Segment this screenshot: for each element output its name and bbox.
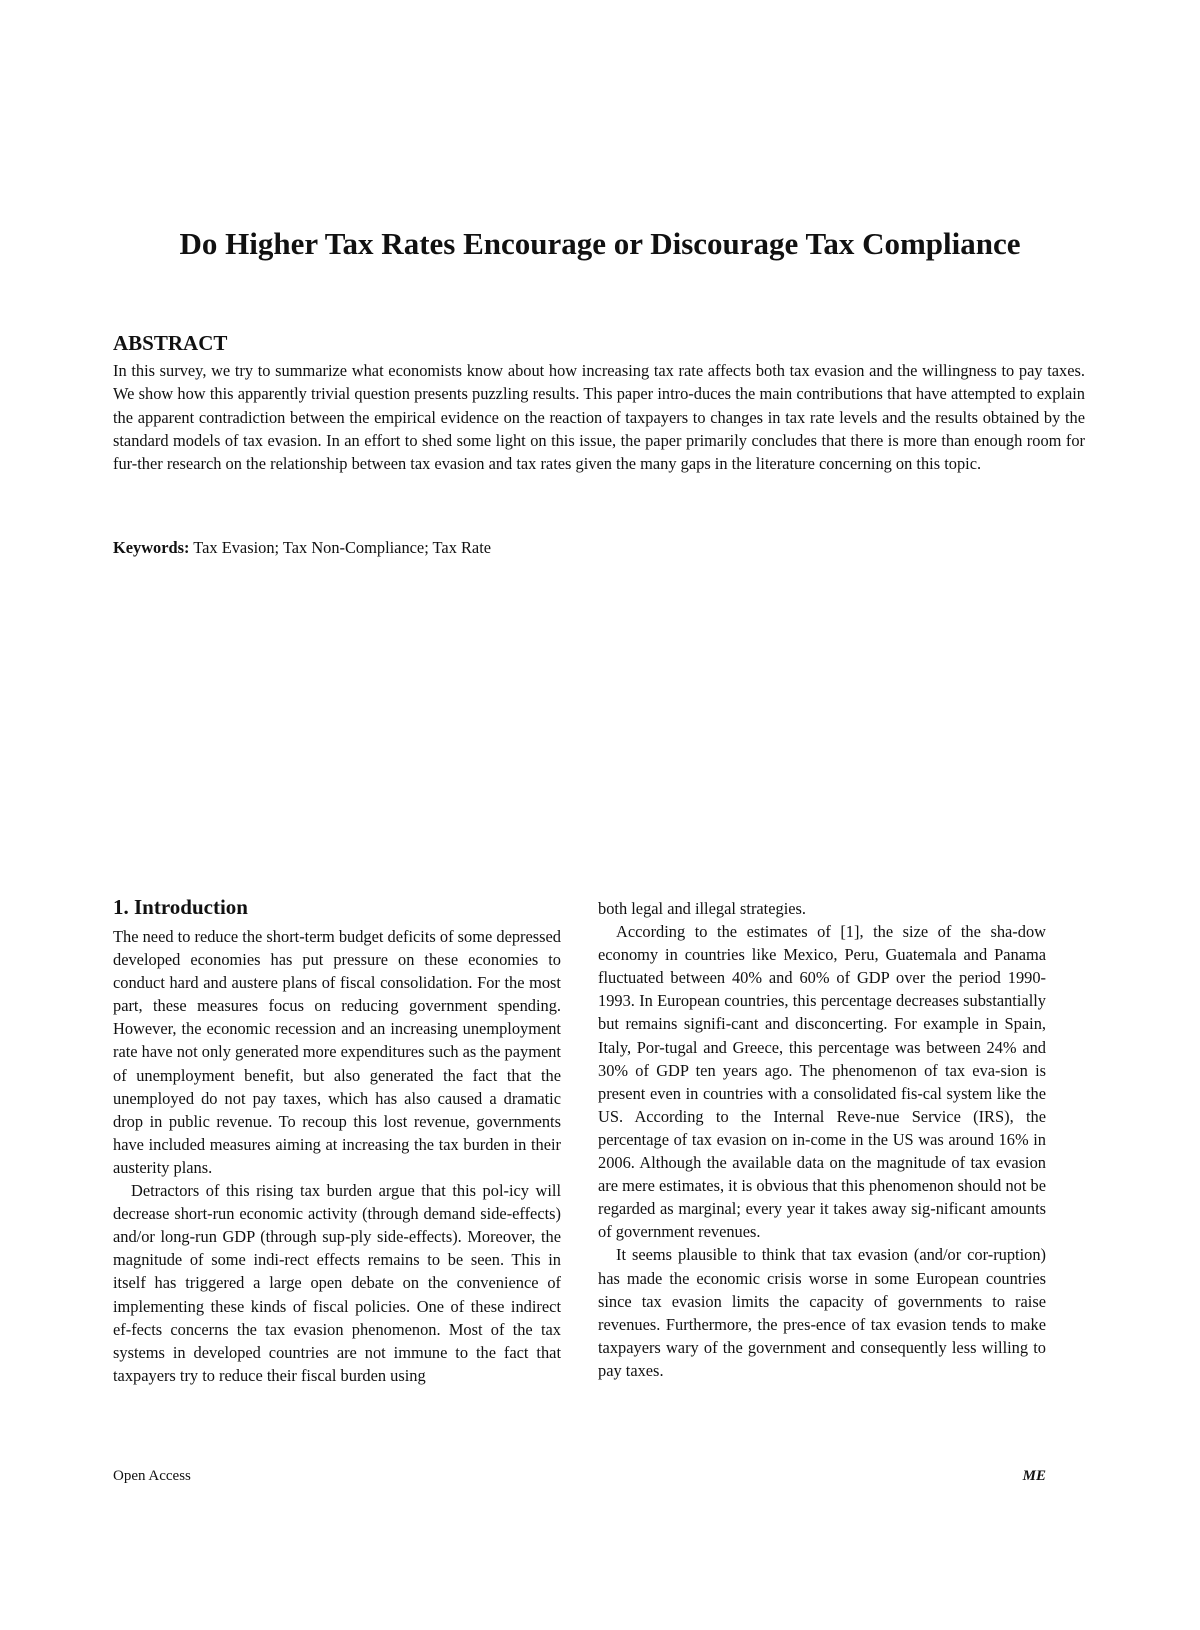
- paragraph: Detractors of this rising tax burden argue that this pol-icy will decrease short-run economic activity (through demand side-effects) and/or long-run GDP (through sup-ply side-effects). Moreover, the magnitude of some indi-rect effects remains to be seen. This in itself has triggered a large open debate on the convenience of implementing these kinds of fiscal policies. One of these indirect ef-fects concerns the tax evasion phenomenon. Most of the tax systems in developed countries are not immune to the fact that taxpayers try to reduce their fiscal burden using: [113, 1181, 561, 1385]
- keywords-text: Tax Evasion; Tax Non-Compliance; Tax Rate: [189, 538, 492, 557]
- paragraph: The need to reduce the short-term budget deficits of some depressed developed economies has put pressure on these economies to conduct hard and austere plans of fiscal consolidation. For the most part, these measures focus on reducing government spending. However, the economic recession and an increasing unemployment rate have not only generated more expenditures such as the payment of unemployment benefit, but also generated the fact that the unemployed do not pay taxes, which has also caused a dramatic drop in public revenue. To recoup this lost revenue, governments have included measures aiming at increasing the tax burden in their austerity plans.: [113, 927, 561, 1177]
- left-column: [113, 894, 561, 1387]
- abstract-text: In this survey, we try to summarize what economists know about how increasing tax rate affects both tax evasion and the willingness to pay taxes. We show how this apparently trivial question presents puzzling results. This paper intro-duces the main contributions that have attempted to explain the apparent contradiction between the empirical evidence on the reaction of taxpayers to changes in tax rate levels and the results obtained by the standard models of tax evasion. In an effort to shed some light on this issue, the paper primarily concludes that there is more than enough room for fur-ther research on the relationship between tax evasion and tax rates given the many gaps in the literature concerning on this topic.: [113, 361, 1085, 474]
- right-column: [598, 897, 1046, 1382]
- keywords-label: Keywords:: [113, 538, 190, 557]
- abstract-heading: ABSTRACT: [113, 331, 228, 355]
- section-heading: 1. Introduction: [113, 895, 248, 919]
- paragraph: It seems plausible to think that tax evasion (and/or cor-ruption) has made the economic crisis worse in some European countries since tax evasion limits the capacity of governments to raise revenues. Furthermore, the pres-ence of tax evasion tends to make taxpayers wary of the government and consequently less willing to pay taxes.: [598, 1245, 1046, 1380]
- footer-journal-abbrev: ME: [1022, 1468, 1046, 1484]
- footer-open-access: Open Access: [113, 1468, 191, 1484]
- paper-title: Do Higher Tax Rates Encourage or Discourage Tax Compliance: [179, 226, 1021, 261]
- paragraph: According to the estimates of [1], the size of the sha-dow economy in countries like Mexico, Peru, Guatemala and Panama fluctuated between 40% and 60% of GDP over the period 1990-1993. In European countries, this percentage decreases substantially but remains signifi-cant and disconcerting. For example in Spain, Italy, Por-tugal and Greece, this percentage was between 24% and 30% of GDP ten years ago. The phenomenon of tax eva-sion is present even in countries with a consolidated fis-cal system like the US. According to the Internal Reve-nue Service (IRS), the percentage of tax evasion on in-come in the US was around 16% in 2006. Although the available data on the magnitude of tax evasion are mere estimates, it is obvious that this phenomenon should not be regarded as marginal; every year it takes away sig-nificant amounts of government revenues.: [598, 922, 1046, 1242]
- paragraph: both legal and illegal strategies.: [598, 899, 807, 918]
- keywords: [113, 537, 491, 559]
